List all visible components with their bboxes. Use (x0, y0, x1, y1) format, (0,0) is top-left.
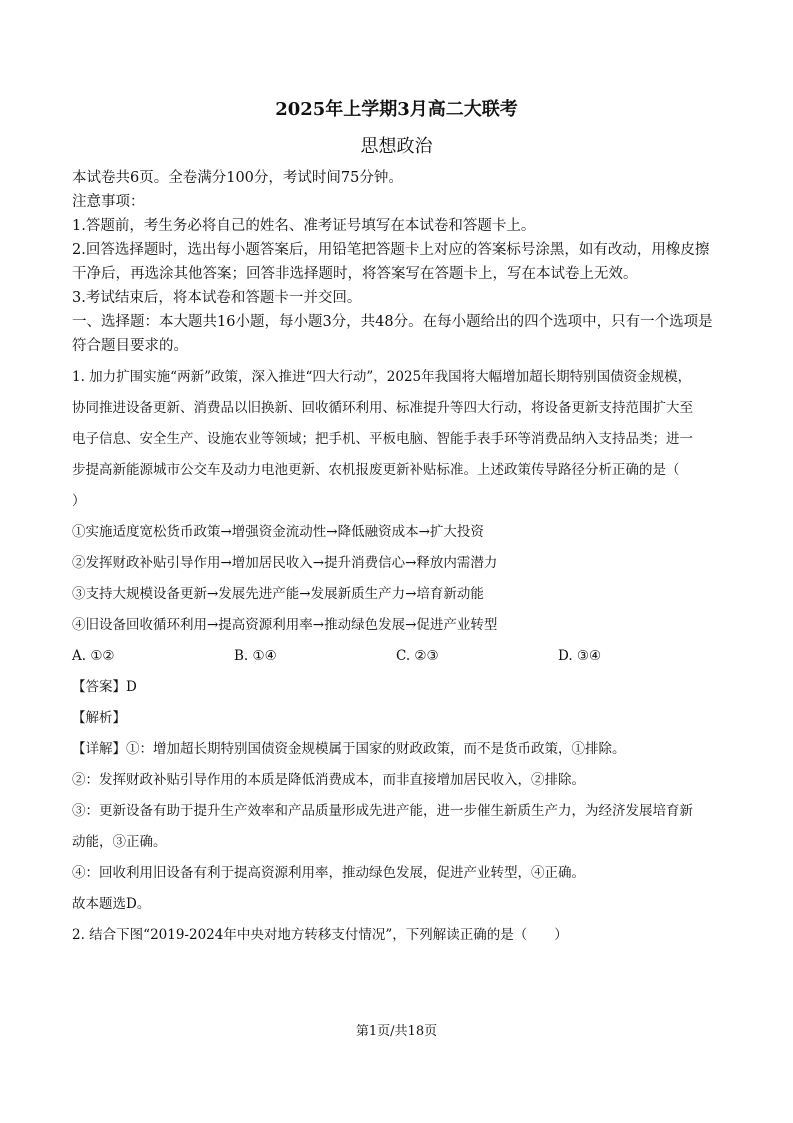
question-2 (72, 920, 721, 951)
q1-option-b: B. ①④ (234, 648, 277, 664)
section-1-heading: 一、选择题：本大题共16小题，每小题3分，共48分。在每小题给出的四个选项中，只有一个选项是符合题目要求的。 (72, 314, 713, 354)
q1-detail-4: ④：回收利用旧设备有利于提高资源利用率，推动绿色发展，促进产业转型，④正确。 (72, 865, 585, 881)
q1-stem-line: ） (72, 493, 86, 509)
q1-detail-1: 【详解】①：增加超长期特别国债资金规模属于国家的财政政策，而不是货币政策，①排除。 (72, 741, 626, 757)
q2-stem: 2. 结合下图“2019-2024年中央对地方转移支付情况”，下列解读正确的是（ ） (72, 927, 568, 943)
note-2: 2.回答选择题时，选出每小题答案后，用铅笔把答题卡上对应的答案标号涂黑，如有改动，用橡皮擦干净后，再选涂其他答案；回答非选择题时，将答案写在答题卡上，写在本试卷上无效。 (72, 242, 710, 282)
q1-stem-line: 协同推进设备更新、消费品以旧换新、回收循环利用、标准提升等四大行动，将设备更新支持范围扩大至 (72, 400, 693, 416)
question-1 (72, 362, 721, 920)
page-number: 第1页/共18页 (355, 1024, 438, 1039)
q1-detail-3: ③：更新设备有助于提升生产效率和产品质量形成先进产能，进一步催生新质生产力，为经济发展培育新 (72, 803, 693, 819)
q1-item-1: ①实施适度宽松货币政策→增强资金流动性→降低融资成本→扩大投资 (72, 524, 484, 540)
q1-stem-line: 电子信息、安全生产、设施农业等领域；把手机、平板电脑、智能手表手环等消费品纳入支持品类；进一 (72, 431, 693, 447)
notes-heading: 注意事项： (72, 194, 145, 210)
q1-analysis-heading: 【解析】 (72, 710, 126, 726)
q1-stem-line: 1. 加力扩围实施“两新”政策，深入推进“四大行动”，2025年我国将大幅增加超长期特别国债资金规模， (72, 369, 692, 385)
exam-subject: 思想政治 (360, 136, 433, 157)
q1-option-d: D. ③④ (558, 648, 602, 664)
q1-stem-line: 步提高新能源城市公交车及动力电池更新、农机报废更新补贴标准。上述政策传导路径分析正确的是（ (72, 462, 680, 478)
q1-option-a: A. ①② (72, 648, 115, 664)
exam-intro: 本试卷共6页。全卷满分100分，考试时间75分钟。 (72, 170, 403, 186)
note-3: 3.考试结束后，将本试卷和答题卡一并交回。 (72, 290, 362, 306)
q1-detail-3-cont: 动能，③正确。 (72, 834, 167, 850)
exam-title: 2025年上学期3月高二大联考 (275, 99, 518, 120)
q1-item-3: ③支持大规模设备更新→发展先进产能→发展新质生产力→培育新动能 (72, 586, 484, 602)
q1-conclusion: 故本题选D。 (72, 896, 151, 912)
q1-detail-2: ②：发挥财政补贴引导作用的本质是降低消费成本，而非直接增加居民收入，②排除。 (72, 772, 585, 788)
q1-option-c: C. ②③ (396, 648, 439, 664)
q1-item-4: ④旧设备回收循环利用→提高资源利用率→推动绿色发展→促进产业转型 (72, 617, 498, 633)
note-1: 1.答题前，考生务必将自己的姓名、准考证号填写在本试卷和答题卡上。 (72, 218, 536, 234)
q1-answer: 【答案】D (72, 679, 137, 695)
q1-item-2: ②发挥财政补贴引导作用→增加居民收入→提升消费信心→释放内需潜力 (72, 555, 498, 571)
q1-options (72, 641, 721, 672)
